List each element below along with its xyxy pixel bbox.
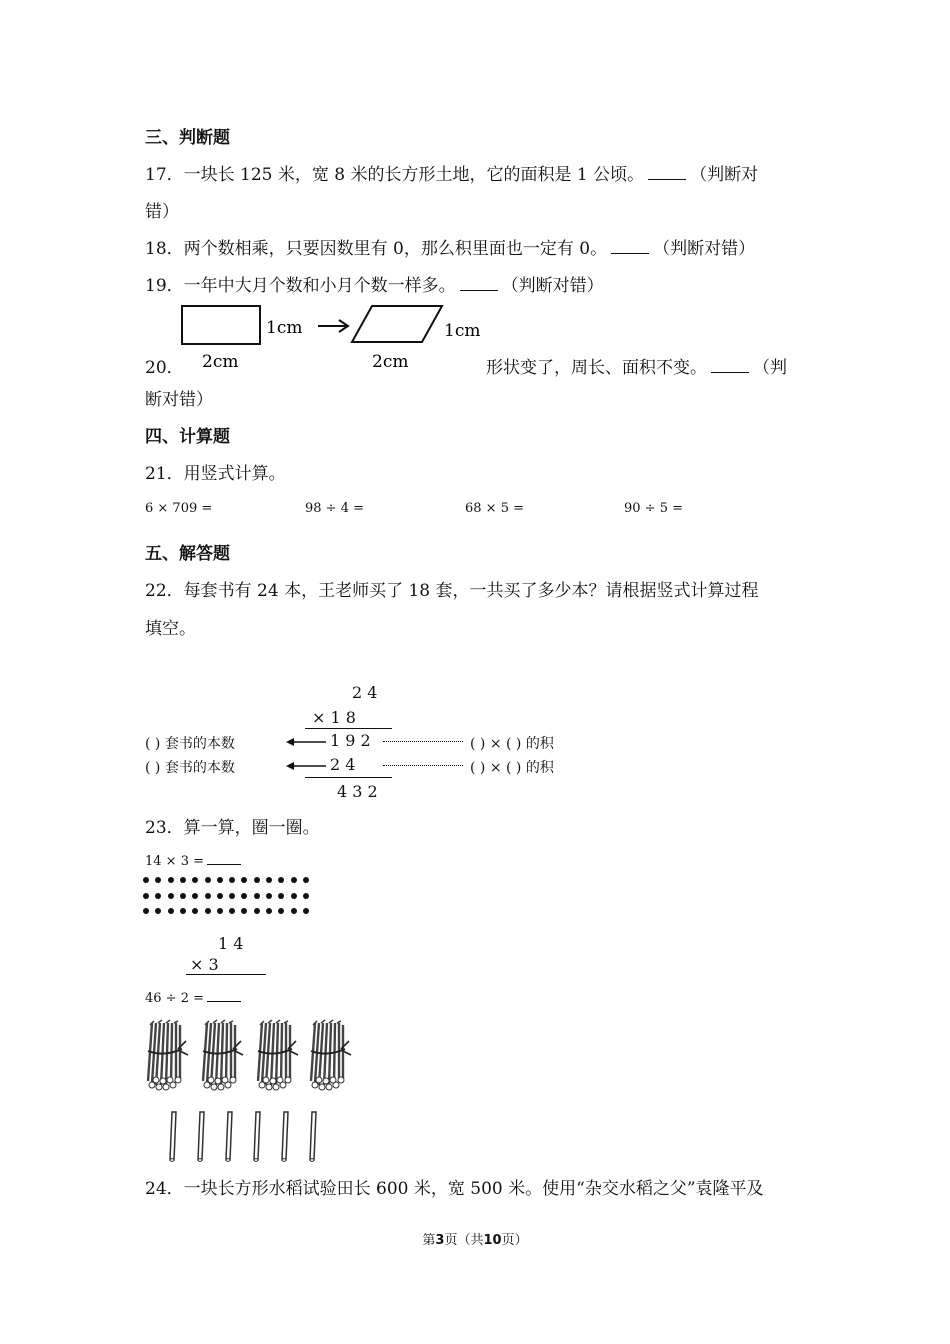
question-19 (145, 271, 604, 296)
footer-total-pages: 10 (483, 1233, 502, 1248)
stick-bundles (140, 1015, 360, 1095)
question-17 (145, 160, 758, 185)
dot (168, 908, 174, 914)
rectangle-bottom-label: 2cm (202, 352, 239, 372)
question-17-tail: （判断对 (690, 165, 759, 185)
question-18-text: 18．两个数相乘，只要因数里有 0，那么积里面也一定有 0。 (145, 239, 608, 259)
footer-mid: 页（共 (444, 1233, 484, 1248)
dot (254, 877, 260, 883)
question-18-tail: （判断对错） (653, 239, 756, 259)
left-label-row2: ( ) 套书的本数 (145, 760, 235, 776)
dot (180, 893, 186, 899)
vertical-top-number: 2 4 (352, 683, 378, 702)
single-stick-2 (198, 1112, 204, 1161)
question-22-line2: 填空。 (145, 619, 196, 639)
question-20-tail: （判 (753, 358, 787, 378)
question-18 (145, 234, 755, 259)
dot (241, 908, 247, 914)
question-23-text: 23．算一算，圈一圈。 (145, 818, 320, 838)
question-19-tail: （判断对错） (501, 276, 604, 296)
dotted-leader-1 (383, 741, 463, 742)
dot (192, 908, 198, 914)
vertical-result: 4 3 2 (337, 782, 378, 801)
rectangle-side-label: 1cm (266, 318, 303, 338)
dot (254, 893, 260, 899)
eq1-text: 14 × 3 = (145, 854, 204, 869)
eq2-text: 46 ÷ 2 = (145, 991, 204, 1006)
dot (217, 908, 223, 914)
dot (205, 908, 211, 914)
arrow-left-icon (286, 736, 326, 748)
parallelogram-shape (352, 306, 442, 342)
question-20-number: 20． (145, 358, 184, 378)
single-stick-5 (282, 1112, 288, 1161)
dot (266, 877, 272, 883)
footer-pre: 第 (422, 1233, 436, 1248)
dotted-leader-2 (383, 765, 463, 766)
question-17-text: 17．一块长 125 米，宽 8 米的长方形土地，它的面积是 1 公顷。 (145, 165, 645, 185)
dot (291, 877, 297, 883)
dot (303, 893, 309, 899)
dot (143, 908, 149, 914)
vertical-line-23 (186, 974, 266, 975)
partial-product-2: 2 4 (330, 755, 356, 774)
question-23-eq1 (145, 852, 241, 869)
dot (168, 877, 174, 883)
section-title-judgement: 三、判断题 (145, 128, 230, 148)
footer-post: 页） (501, 1233, 528, 1248)
footer-page-number: 3 (435, 1233, 445, 1248)
stick-bundle-3 (258, 1020, 298, 1090)
dot (180, 908, 186, 914)
page-footer (0, 1229, 950, 1248)
dot (155, 877, 161, 883)
dot (291, 908, 297, 914)
question-24-text: 24．一块长方形水稻试验田长 600 米，宽 500 米。使用“杂交水稻之父”袁隆平及 (145, 1179, 764, 1199)
parallelogram-side-label: 1cm (444, 321, 481, 341)
right-label-row1: ( ) × ( ) 的积 (470, 736, 554, 752)
vertical-line-1 (305, 728, 392, 729)
stick-bundle-2 (203, 1020, 243, 1090)
question-20-text: 形状变了，周长、面积不变。 (486, 358, 707, 378)
calc-item-3: 68 × 5 = (465, 501, 524, 516)
dot (229, 893, 235, 899)
vertical-top-number-23: 1 4 (218, 934, 244, 953)
dot (229, 908, 235, 914)
dot (303, 877, 309, 883)
vertical-multiplier: × 1 8 (312, 708, 356, 727)
dot (143, 893, 149, 899)
arrow-left-icon (286, 760, 326, 772)
dot (143, 877, 149, 883)
partial-product-1: 1 9 2 (330, 731, 371, 750)
dot (192, 893, 198, 899)
shape-transform-figure (170, 300, 490, 375)
right-label-row2: ( ) × ( ) 的积 (470, 760, 554, 776)
dot (229, 877, 235, 883)
dot (278, 877, 284, 883)
dot (266, 893, 272, 899)
single-stick-3 (226, 1112, 232, 1161)
dot (180, 877, 186, 883)
dot (291, 893, 297, 899)
dot (278, 908, 284, 914)
answer-blank-19[interactable] (460, 276, 498, 291)
dot (266, 908, 272, 914)
calc-item-1: 6 × 709 = (145, 501, 213, 516)
vertical-multiplier-23: × 3 (190, 955, 219, 974)
dot (254, 908, 260, 914)
answer-blank-23a[interactable] (207, 852, 241, 865)
section-title-answer: 五、解答题 (145, 544, 230, 564)
single-stick-4 (254, 1112, 260, 1161)
dot (205, 893, 211, 899)
dot-array (143, 877, 318, 921)
dot (155, 908, 161, 914)
dot (278, 893, 284, 899)
answer-blank-18[interactable] (611, 239, 649, 254)
question-19-text: 19．一年中大月个数和小月个数一样多。 (145, 276, 456, 296)
single-stick-1 (170, 1112, 176, 1161)
dot (217, 877, 223, 883)
answer-blank-23b[interactable] (207, 989, 241, 1002)
answer-blank-20[interactable] (711, 358, 749, 373)
dot (168, 893, 174, 899)
question-21-text: 21．用竖式计算。 (145, 464, 286, 484)
dot (192, 877, 198, 883)
rectangle-shape (182, 306, 260, 344)
calc-item-4: 90 ÷ 5 = (624, 501, 683, 516)
vertical-line-2 (305, 777, 392, 778)
question-20 (486, 353, 787, 378)
stick-bundle-1 (148, 1020, 188, 1090)
dot (303, 908, 309, 914)
calc-item-2: 98 ÷ 4 = (305, 501, 364, 516)
stick-bundle-4 (311, 1020, 351, 1090)
dot (241, 877, 247, 883)
section-title-calculation: 四、计算题 (145, 427, 230, 447)
dot (155, 893, 161, 899)
question-23-eq2 (145, 989, 241, 1006)
dot (241, 893, 247, 899)
single-stick-6 (310, 1112, 316, 1161)
question-17-line2: 错） (145, 202, 179, 222)
dot (205, 877, 211, 883)
left-label-row1: ( ) 套书的本数 (145, 736, 235, 752)
single-sticks (160, 1108, 330, 1164)
parallelogram-bottom-label: 2cm (372, 352, 409, 372)
question-22-line1: 22．每套书有 24 本，王老师买了 18 套，一共买了多少本？请根据竖式计算过程 (145, 581, 759, 601)
question-20-line2: 断对错） (145, 390, 213, 410)
answer-blank-17[interactable] (648, 165, 686, 180)
dot (217, 893, 223, 899)
